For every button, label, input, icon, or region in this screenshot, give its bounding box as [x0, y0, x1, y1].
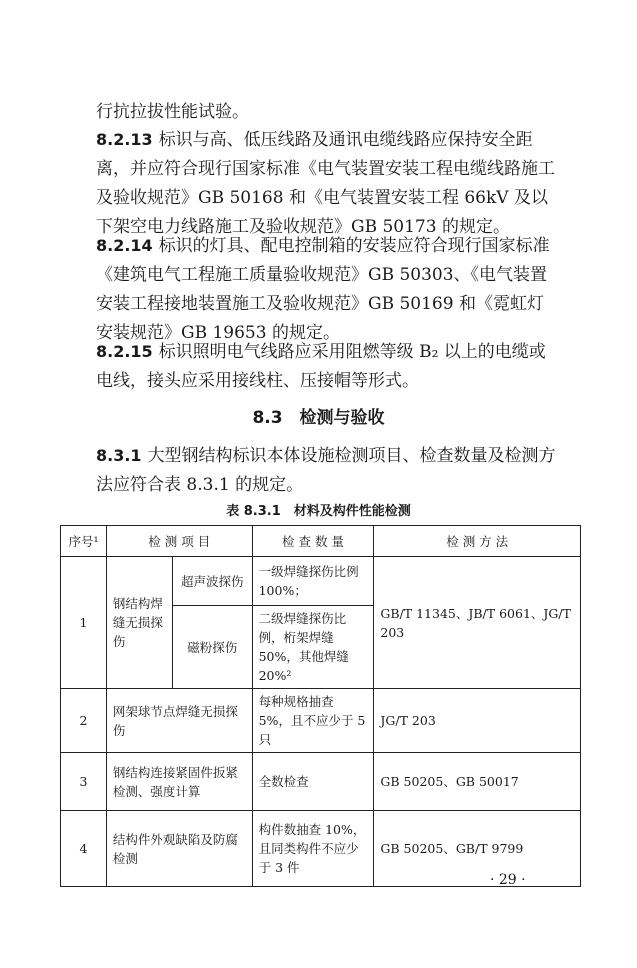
row-item: 钢结构连接紧固件扳紧检测、强度计算: [106, 753, 252, 811]
table-header-row: [61, 526, 581, 557]
clause-number: 8.2.15: [96, 342, 153, 361]
clause-number: 8.2.13: [96, 130, 153, 149]
table-row: [61, 557, 581, 606]
clause-text: 标识照明电气线路应采用阻燃等级 B₂ 以上的电缆或电线，接头应采用接线柱、压接帽等形式。: [96, 342, 546, 391]
clause-text: 标识与高、低压线路及通讯电缆线路应保持安全距离，并应符合现行国家标准《电气装置安装工程电缆线路施工及验收规范》GB 50168 和《电气装置安装工程 66kV 及以下架空电力线路施工及验收规范》GB 50173 的规定。: [96, 130, 555, 237]
clause-text: 大型钢结构标识本体设施检测项目、检查数量及检测方法应符合表 8.3.1 的规定。: [96, 446, 556, 495]
section-heading: 8.3 检测与验收: [252, 408, 385, 428]
clause-number: 8.2.14: [96, 236, 153, 255]
row-qty: 每种规格抽查 5%，且不应少于 5 只: [252, 689, 374, 753]
paragraph-text: 行抗拉拔性能试验。: [96, 102, 249, 122]
row-seq: 1: [61, 557, 107, 689]
header-item: 检 测 项 目: [106, 526, 252, 557]
table-row: [61, 753, 581, 811]
row-method: GB 50205、GB 50017: [374, 753, 581, 811]
row-item: 结构件外观缺陷及防腐检测: [106, 811, 252, 887]
row-qty: 全数检查: [252, 753, 374, 811]
clause-8-2-15: [96, 337, 556, 396]
row-seq: 3: [61, 753, 107, 811]
row-subitem: 超声波探伤: [172, 557, 252, 606]
row-qty: 二级焊缝探伤比例，桁架焊缝 50%，其他焊缝 20%²: [252, 606, 374, 689]
row-method: JG/T 203: [374, 689, 581, 753]
header-method: 检 测 方 法: [374, 526, 581, 557]
clause-number: 8.3.1: [96, 446, 142, 465]
row-seq: 2: [61, 689, 107, 753]
table-caption: 表 8.3.1 材料及构件性能检测: [226, 504, 411, 519]
table-row: [61, 689, 581, 753]
clause-8-2-14: [96, 231, 556, 348]
row-item: 钢结构焊缝无损探伤: [106, 557, 172, 689]
row-qty: 构件数抽查 10%，且同类构件不应少于 3 件: [252, 811, 374, 887]
clause-8-3-1: [96, 441, 556, 500]
row-method: GB 50205、GB/T 9799: [374, 811, 581, 887]
header-seq: 序号¹: [61, 526, 107, 557]
page-number: · 29 ·: [490, 872, 526, 888]
row-subitem: 磁粉探伤: [172, 606, 252, 689]
row-item: 网架球节点焊缝无损探伤: [106, 689, 252, 753]
row-qty: 一级焊缝探伤比例100%；: [252, 557, 374, 606]
header-qty: 检 查 数 量: [252, 526, 374, 557]
clause-text: 标识的灯具、配电控制箱的安装应符合现行国家标准《建筑电气工程施工质量验收规范》GB 50303、《电气装置安装工程接地装置施工及验收规范》GB 50169 和《霓虹灯安装规范》GB 19653 的规定。: [96, 236, 550, 343]
clause-8-2-13: [96, 125, 556, 242]
row-method: GB/T 11345、JB/T 6061、JG/T 203: [374, 557, 581, 689]
paragraph-continuation: [96, 97, 249, 122]
row-seq: 4: [61, 811, 107, 887]
inspection-table: [60, 525, 581, 887]
